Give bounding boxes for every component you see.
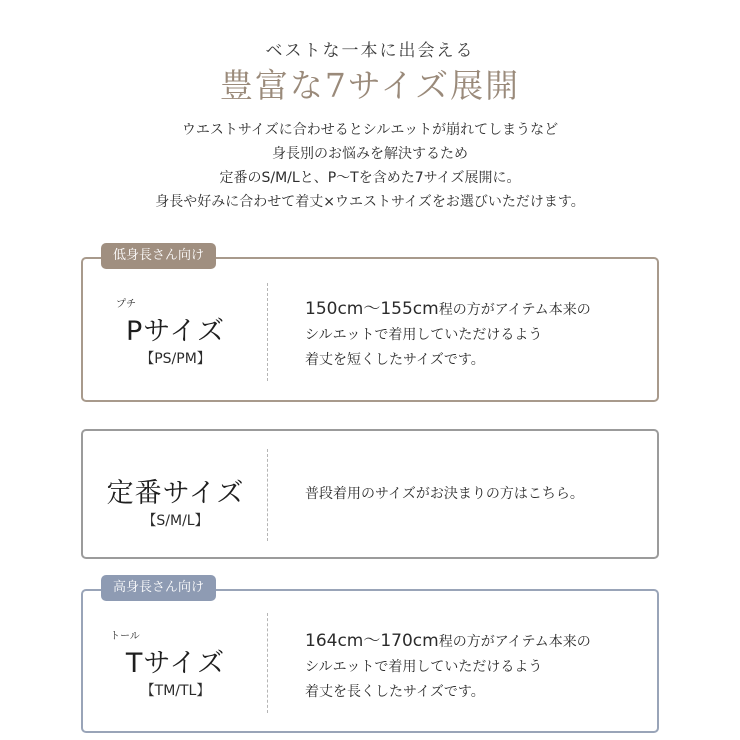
desc-line: 着丈を長くしたサイズです。 [305, 684, 485, 700]
dashed-divider [267, 613, 268, 713]
height-range: 150cm〜155cm [305, 299, 439, 319]
tag-tall: 高身長さん向け [101, 575, 216, 601]
headline: 豊富な7サイズ展開 [219, 66, 521, 105]
tag-petite: 低身長さん向け [101, 243, 216, 269]
height-range: 164cm〜170cm [305, 631, 439, 651]
intro-text [0, 118, 740, 214]
size-code: 【S/M/L】 [142, 513, 209, 529]
size-label-block [83, 259, 268, 400]
size-label-block [83, 591, 268, 731]
size-label-block [83, 431, 268, 557]
size-description [305, 297, 591, 373]
desc-line: シルエットで着用していただけるよう [305, 659, 543, 675]
desc-line: 着丈を短くしたサイズです。 [305, 352, 485, 368]
intro-line: 定番のS/M/Lと、P〜Tを含めた7サイズ展開に。 [219, 170, 521, 186]
desc-line: 程の方がアイテム本来の [438, 302, 591, 318]
intro-line: ウエストサイズに合わせるとシルエットが崩れてしまうなど [181, 122, 559, 138]
eyebrow-text: ベストな一本に出会える [265, 41, 475, 61]
desc-line: 程の方がアイテム本来の [438, 634, 591, 650]
desc-line: シルエットで着用していただけるよう [305, 327, 543, 343]
size-name: Tサイズ [125, 648, 226, 679]
intro-line: 身長別のお悩みを解決するため [272, 146, 468, 162]
size-card-tall [81, 589, 659, 733]
size-description: 普段着用のサイズがお決まりの方はこちら。 [305, 486, 584, 502]
size-name: Pサイズ [125, 316, 226, 347]
intro-line: 身長や好みに合わせて着丈×ウエストサイズをお選びいただけます。 [155, 194, 585, 210]
size-ruby: トール [110, 631, 140, 642]
size-card-petite [81, 257, 659, 402]
size-code: 【PS/PM】 [140, 351, 211, 367]
size-ruby: プチ [116, 299, 136, 310]
dashed-divider [267, 283, 268, 381]
size-card-standard [81, 429, 659, 559]
size-description [305, 629, 591, 705]
size-name: 定番サイズ [106, 478, 245, 509]
size-code: 【TM/TL】 [140, 683, 211, 699]
dashed-divider [267, 449, 268, 541]
